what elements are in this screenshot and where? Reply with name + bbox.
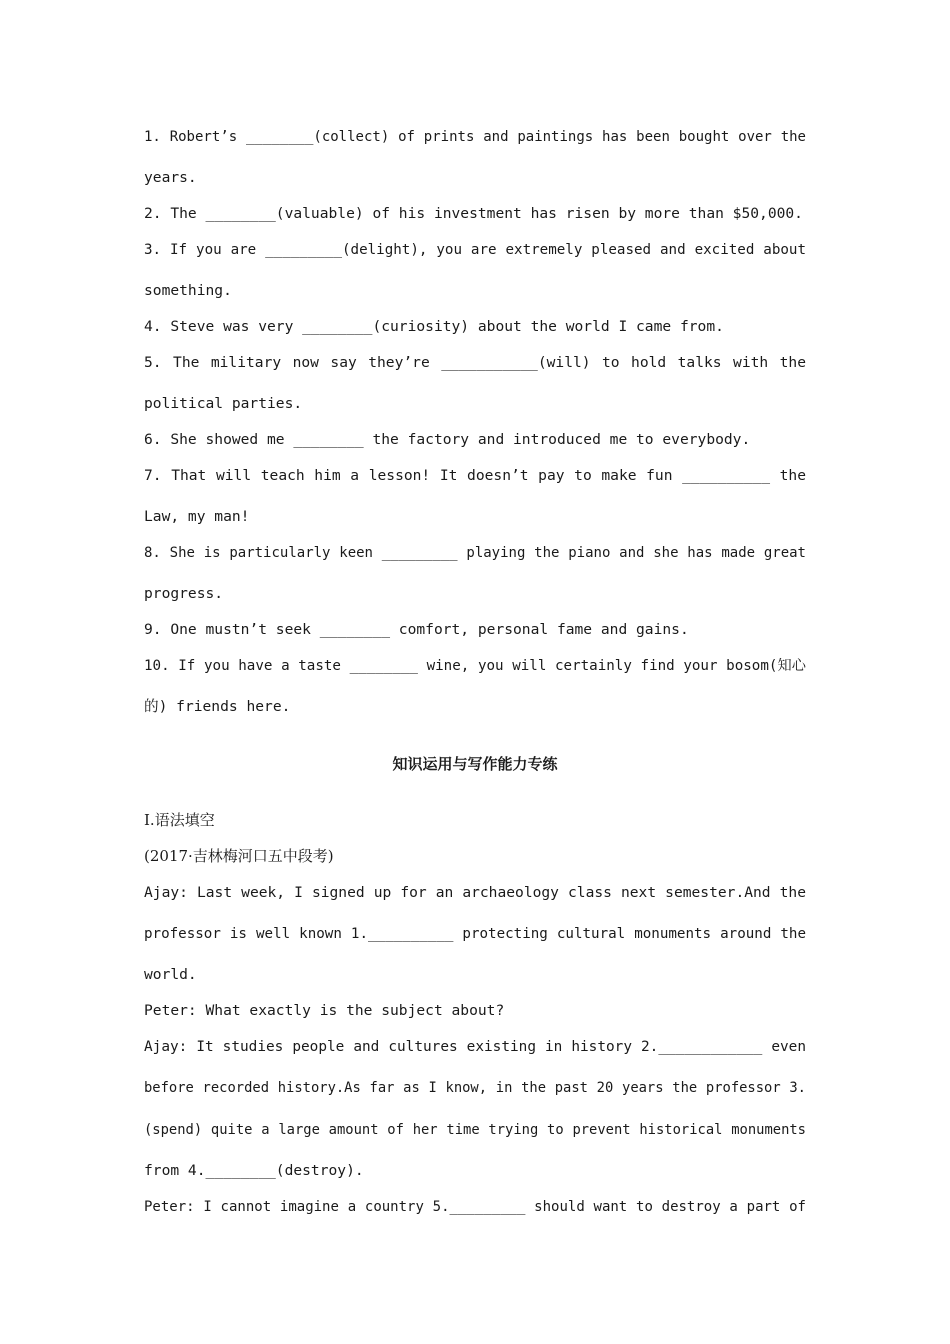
exercise-line: 6. She showed me ________ the factory and introduced me to everybody. (144, 431, 751, 448)
dialogue-line: Peter: I cannot imagine a country 5._________ should want to destroy a part of (144, 1199, 806, 1215)
dialogue-line: (spend) quite a large amount of her time trying to prevent historical monuments (144, 1122, 806, 1138)
exercise-line: 1. Robert’s ________(collect) of prints and paintings has been bought over the (144, 129, 806, 145)
exercise-line: 7. That will teach him a lesson! It doesn’t pay to make fun __________ the (144, 467, 806, 484)
exercise-line: political parties. (144, 395, 303, 412)
exercise-line: years. (144, 169, 197, 186)
exercise-line: progress. (144, 585, 224, 602)
exercise-line: 的) friends here. (144, 698, 291, 715)
dialogue-line: professor is well known 1.__________ protecting cultural monuments around the (144, 926, 806, 942)
dialogue-line: world. (144, 966, 197, 983)
exercise-line: 10. If you have a taste ________ wine, you will certainly find your bosom(知心 (144, 658, 806, 674)
exercise-line: 9. One mustn’t seek ________ comfort, personal fame and gains. (144, 621, 689, 638)
exercise-line: 8. She is particularly keen _________ playing the piano and she has made great (144, 545, 806, 561)
source-note: (2017·吉林梅河口五中段考) (144, 847, 334, 865)
exercise-line: something. (144, 282, 232, 299)
exercise-line: 2. The ________(valuable) of his investment has risen by more than $50,000. (144, 205, 803, 222)
dialogue-line: before recorded history.As far as I know, in the past 20 years the professor 3. (144, 1080, 806, 1096)
exercise-line: 4. Steve was very ________(curiosity) about the world I came from. (144, 318, 724, 335)
exercise-line: 5. The military now say they’re ___________(will) to hold talks with the (144, 354, 806, 371)
dialogue-line: Ajay: Last week, I signed up for an archaeology class next semester.And the (144, 884, 806, 901)
section-title: Ⅰ.语法填空 (144, 811, 215, 829)
dialogue-line: Ajay: It studies people and cultures existing in history 2.____________ even (144, 1039, 806, 1055)
exercise-line: Law, my man! (144, 508, 250, 525)
dialogue-line: from 4.________(destroy). (144, 1162, 364, 1179)
exercise-line: 3. If you are _________(delight), you are extremely pleased and excited about (144, 242, 806, 258)
dialogue-line: Peter: What exactly is the subject about? (144, 1002, 505, 1019)
section-heading: 知识运用与写作能力专练 (392, 755, 558, 773)
